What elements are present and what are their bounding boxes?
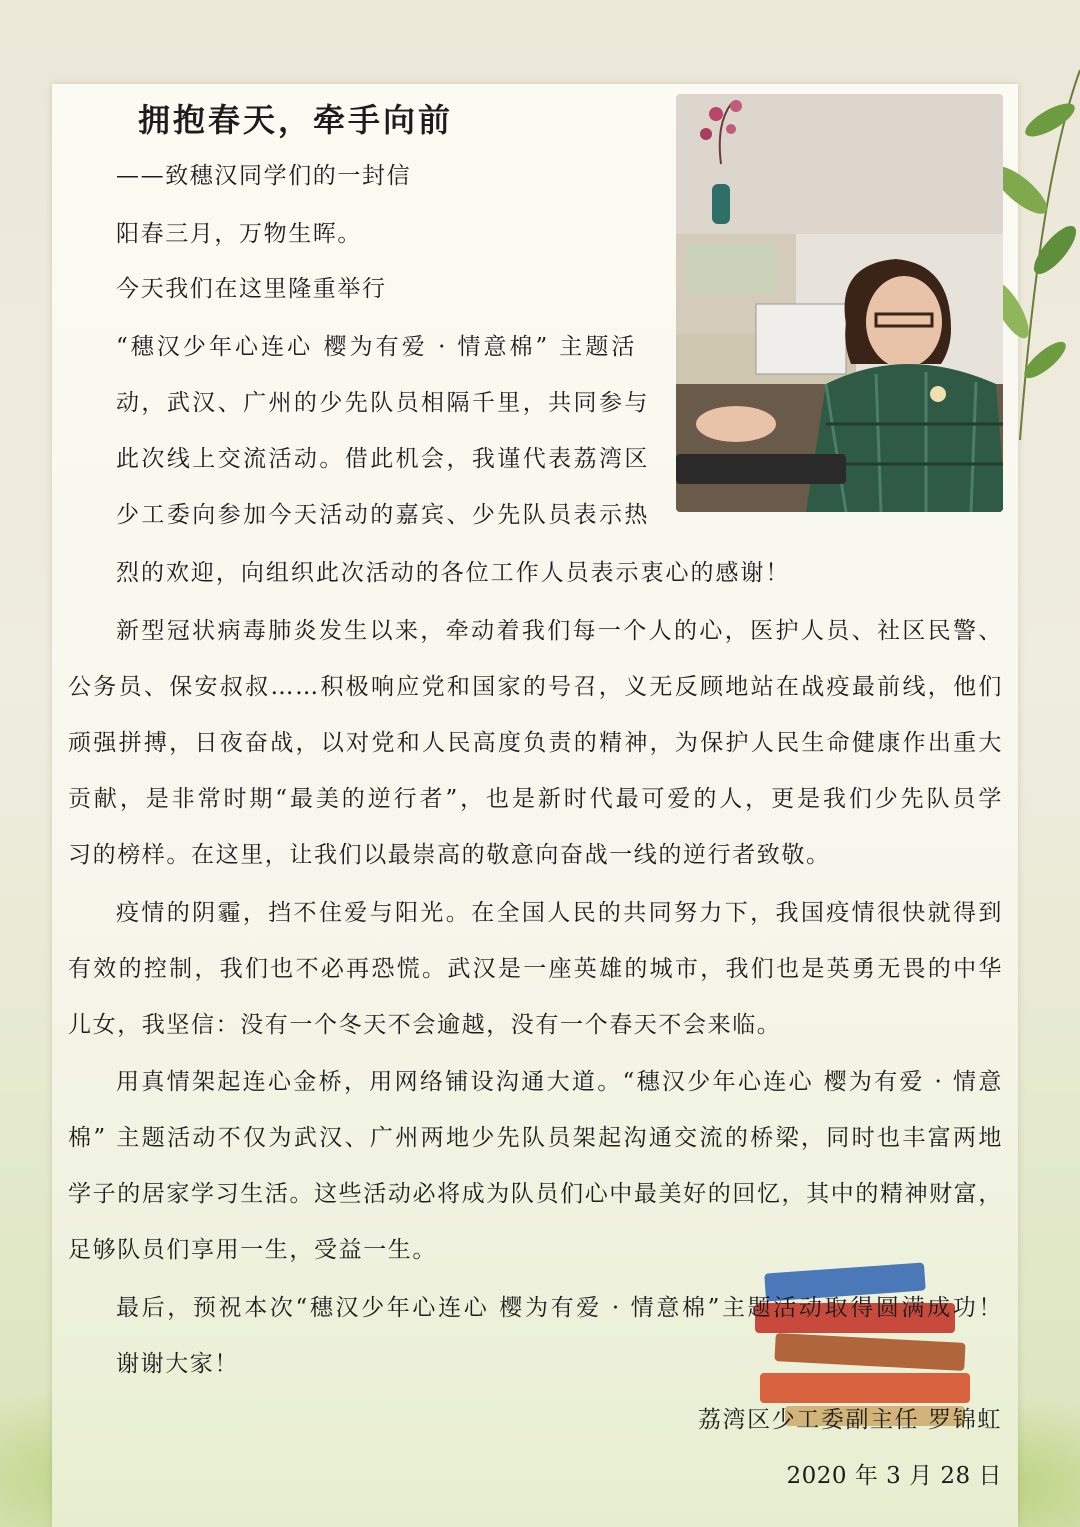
- letter-line: 棉” 主题活动不仅为武汉、广州两地少先队员架起沟通交流的桥梁，同时也丰富两地: [68, 1125, 1003, 1151]
- letter-line: 有效的控制，我们也不必再恐慌。武汉是一座英雄的城市，我们也是英勇无畏的中华: [68, 956, 1003, 982]
- letter-line: 学子的居家学习生活。这些活动必将成为队员们心中最美好的回忆，其中的精神财富，: [68, 1181, 1003, 1207]
- letter-line: 阳春三月，万物生晖。: [116, 221, 362, 247]
- letter-title: 拥抱春天，牵手向前: [138, 101, 454, 139]
- letter-line: 足够队员们享用一生，受益一生。: [68, 1237, 437, 1263]
- letter-line: 谢谢大家！: [116, 1351, 239, 1377]
- letter-line: 儿女，我坚信：没有一个冬天不会逾越，没有一个春天不会来临。: [68, 1012, 782, 1038]
- letter-line: 今天我们在这里隆重举行: [116, 276, 387, 302]
- letter-signature: 荔湾区少工委副主任 罗锦虹: [697, 1407, 1002, 1433]
- author-photo: [676, 94, 1003, 512]
- letter-line: 新型冠状病毒肺炎发生以来，牵动着我们每一个人的心，医护人员、社区民警、: [116, 618, 1003, 644]
- letter-line: 贡献，是非常时期“最美的逆行者”，也是新时代最可爱的人，更是我们少先队员学: [68, 786, 1003, 812]
- letter-line: 疫情的阴霾，挡不住爱与阳光。在全国人民的共同努力下，我国疫情很快就得到: [116, 900, 1003, 926]
- letter-line: “穗汉少年心连心 樱为有爱 · 情意棉” 主题活: [116, 334, 636, 360]
- letter-line: 最后，预祝本次“穗汉少年心连心 樱为有爱 · 情意棉”主题活动取得圆满成功！: [116, 1295, 1003, 1321]
- letter-line: 用真情架起连心金桥，用网络铺设沟通大道。“穗汉少年心连心 樱为有爱 · 情意: [116, 1069, 1003, 1095]
- letter-line: 动，武汉、广州的少先队员相隔千里，共同参与: [116, 390, 649, 416]
- letter-line: 顽强拼搏，日夜奋战，以对党和人民高度负责的精神，为保护人民生命健康作出重大: [68, 730, 1003, 756]
- letter-date: 2020 年 3 月 28 日: [786, 1463, 1002, 1489]
- letter-line: 习的榜样。在这里，让我们以最崇高的敬意向奋战一线的逆行者致敬。: [68, 842, 831, 868]
- letter-line: 少工委向参加今天活动的嘉宾、少先队员表示热: [116, 502, 649, 528]
- letter-line: 公务员、保安叔叔……积极响应党和国家的号召，义无反顾地站在战疫最前线，他们: [68, 674, 1003, 700]
- letter-line: 此次线上交流活动。借此机会，我谨代表荔湾区: [116, 446, 649, 472]
- letter-line: 烈的欢迎，向组织此次活动的各位工作人员表示衷心的感谢！: [116, 560, 790, 586]
- book-stack-icon: [745, 1258, 985, 1428]
- letter-subtitle: ——致穗汉同学们的一封信: [116, 163, 412, 189]
